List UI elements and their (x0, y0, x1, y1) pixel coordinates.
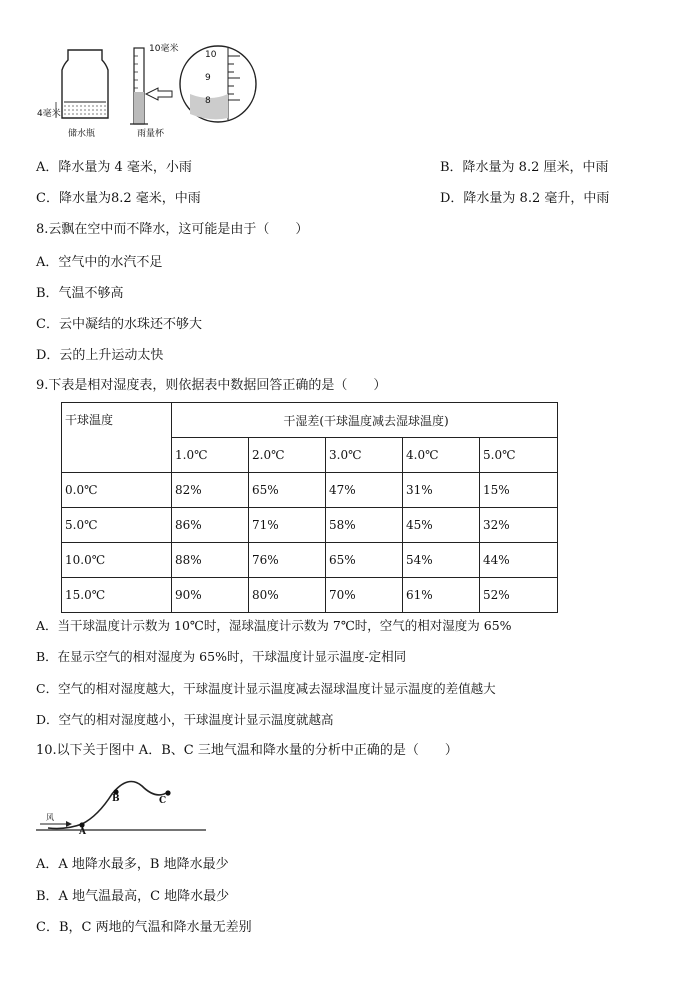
q9-stem: 9.下表是相对湿度表，则依据表中数据回答正确的是（ ） (36, 378, 387, 393)
q9-option-a: A．当干球温度计示数为 10℃时，湿球温度计示数为 7℃时，空气的相对湿度为 65% (36, 618, 512, 633)
table-cell: 61% (403, 578, 480, 613)
q7-option-b: B．降水量为 8.2 厘米，中雨 (440, 160, 609, 175)
table-cell: 88% (172, 543, 249, 578)
table-cell: 52% (480, 578, 558, 613)
q10-option-c: C．B，C 两地的气温和降水量无差别 (36, 920, 252, 935)
table-cell: 15% (480, 473, 558, 508)
q8-option-d: D．云的上升运动太快 (36, 348, 164, 363)
scale-9: 9 (205, 73, 211, 83)
q8-option-a: A．空气中的水汽不足 (36, 255, 163, 270)
table-cell: 32% (480, 508, 558, 543)
col-header: 1.0℃ (172, 438, 249, 473)
cup-top-label: 10毫米 (149, 44, 179, 54)
q9-option-c: C．空气的相对湿度越大，干球温度计显示温度减去湿球温度计显示温度的差值越大 (36, 681, 496, 696)
table-cell: 71% (249, 508, 326, 543)
q8-option-b: B．气温不够高 (36, 286, 124, 301)
table-row (62, 543, 558, 578)
q9-option-b: B．在显示空气的相对湿度为 65%时，干球温度计显示温度-定相同 (36, 649, 407, 664)
row-label: 10.0℃ (62, 543, 172, 578)
col-header: 5.0℃ (480, 438, 558, 473)
table-cell: 82% (172, 473, 249, 508)
cup-label: 雨量杯 (137, 129, 165, 139)
table-cell: 86% (172, 508, 249, 543)
q10-option-a: A．A 地降水最多，B 地降水最少 (36, 857, 229, 872)
corner-header: 干球温度 (62, 403, 172, 473)
point-b-label: B (112, 794, 120, 804)
humidity-table (61, 402, 558, 613)
q9-option-d: D．空气的相对湿度越小，干球温度计显示温度就越高 (36, 712, 334, 727)
point-a-label: A (79, 827, 86, 837)
mountain-profile-figure (36, 770, 206, 840)
scale-8: 8 (205, 96, 211, 106)
table-cell: 58% (326, 508, 403, 543)
point-c-label: C (159, 796, 167, 806)
row-label: 5.0℃ (62, 508, 172, 543)
row-label: 15.0℃ (62, 578, 172, 613)
table-cell: 54% (403, 543, 480, 578)
table-cell: 65% (249, 473, 326, 508)
col-header: 2.0℃ (249, 438, 326, 473)
table-cell: 80% (249, 578, 326, 613)
scale-10: 10 (205, 50, 217, 60)
col-header: 3.0℃ (326, 438, 403, 473)
q10-option-b: B．A 地气温最高，C 地降水最少 (36, 889, 230, 904)
table-cell: 44% (480, 543, 558, 578)
table-cell: 70% (326, 578, 403, 613)
q10-stem: 10.以下关于图中 A．B、C 三地气温和降水量的分析中正确的是（ ） (36, 743, 458, 758)
group-header: 干湿差(干球温度减去湿球温度) (172, 403, 558, 438)
table-cell: 31% (403, 473, 480, 508)
table-cell: 90% (172, 578, 249, 613)
q7-option-c: C．降水量为8.2 毫米，中雨 (36, 191, 201, 206)
table-row (62, 508, 558, 543)
table-cell: 76% (249, 543, 326, 578)
q7-option-d: D．降水量为 8.2 毫升，中雨 (440, 191, 610, 206)
table-row (62, 578, 558, 613)
table-row (62, 473, 558, 508)
table-cell: 65% (326, 543, 403, 578)
col-header: 4.0℃ (403, 438, 480, 473)
wind-label: 风 (46, 813, 54, 822)
depth-label: 4毫米 (37, 109, 61, 119)
table-cell: 47% (326, 473, 403, 508)
table-cell: 45% (403, 508, 480, 543)
q8-stem: 8.云飘在空中而不降水，这可能是由于（ ） (36, 222, 309, 237)
bottle-label: 储水瓶 (68, 129, 96, 139)
row-label: 0.0℃ (62, 473, 172, 508)
q7-option-a: A．降水量为 4 毫米，小雨 (36, 160, 192, 175)
q8-option-c: C．云中凝结的水珠还不够大 (36, 317, 202, 332)
